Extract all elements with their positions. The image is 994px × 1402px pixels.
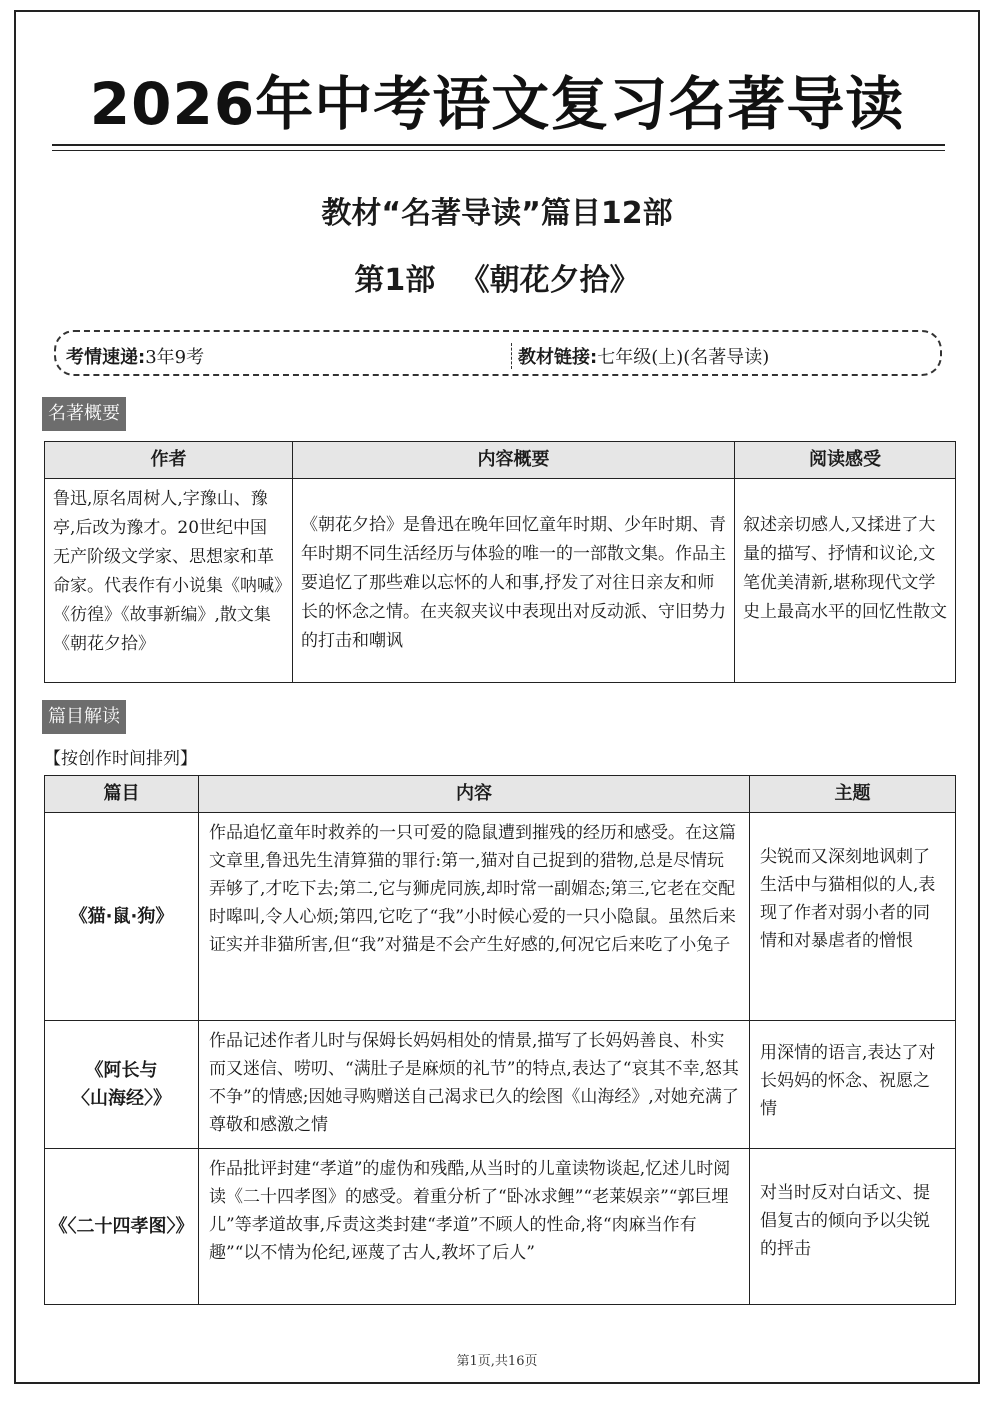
chapter-theme: 尖锐而又深刻地讽刺了生活中与猫相似的人,表现了作者对弱小者的同情和对暴虐者的憎恨: [750, 813, 956, 1021]
order-note: 【按创作时间排列】: [44, 749, 197, 769]
chapter-title-line: 《阿长与: [85, 1059, 158, 1081]
exam-frequency: [66, 343, 204, 369]
overview-row: [45, 479, 956, 683]
chapter-title-line: 《〈二十四孝图〉》: [49, 1215, 194, 1237]
info-bar: [54, 330, 942, 376]
chapter-content: 作品追忆童年时救养的一只可爱的隐鼠遭到摧残的经历和感受。在这篇文章里,鲁迅先生清算猫的罪行:第一,猫对自己捉到的猎物,总是尽情玩弄够了,才吃下去;第二,它与狮虎同族,却时常一副媚态;第三,它老在交配时嗥叫,令人心烦;第四,它吃了“我”小时候心爱的一只小隐鼠。虽然后来证实并非猫所害,但“我”对猫是不会产生好感的,何况它后来吃了小兔子: [199, 813, 750, 1021]
exam-frequency-label: 考情速递:: [66, 347, 146, 368]
textbook-link: [511, 343, 769, 369]
textbook-link-value: 七年级(上)(名著导读): [597, 347, 770, 368]
header-theme: 主题: [750, 776, 956, 813]
table-row: [45, 1149, 956, 1305]
textbook-link-label: 教材链接:: [518, 347, 598, 368]
summary-cell: 《朝花夕拾》是鲁迅在晚年回忆童年时期、少年时期、青年时期不同生活经历与体验的唯一的一部散文集。作品主要追忆了那些难以忘怀的人和事,抒发了对往日亲友和师长的怀念之情。在夹叙夹议中表现出对反动派、守旧势力的打击和嘲讽: [293, 479, 735, 683]
chapter-content: 作品记述作者儿时与保姆长妈妈相处的情景,描写了长妈妈善良、朴实而又迷信、唠叨、“满肚子是麻烦的礼节”的特点,表达了“哀其不幸,怒其不争”的情感;因她寻购赠送自己渴求已久的绘图《山海经》,对她充满了尊敬和感激之情: [199, 1021, 750, 1149]
main-title: 2026年中考语文复习名著导读: [89, 70, 905, 138]
table-row: [45, 1021, 956, 1149]
section-tag-overview: 名著概要: [42, 397, 126, 431]
author-cell: 鲁迅,原名周树人,字豫山、豫亭,后改为豫才。20世纪中国无产阶级文学家、思想家和革命家。代表作有小说集《呐喊》《彷徨》《故事新编》,散文集《朝花夕拾》: [45, 479, 293, 683]
section-tag-chapters: 篇目解读: [42, 700, 126, 734]
chapter-title-line: 《猫·鼠·狗》: [69, 905, 174, 927]
subtitle: 教材“名著导读”篇目12部: [321, 196, 673, 231]
title-rule-thin: [52, 150, 945, 151]
chapter-title: [45, 813, 199, 1021]
part-title: 第1部 《朝花夕拾》: [354, 263, 640, 298]
overview-table: [44, 441, 956, 683]
header-feeling: 阅读感受: [735, 442, 956, 479]
chapters-header-row: [45, 776, 956, 813]
header-chapter: 篇目: [45, 776, 199, 813]
overview-header-row: [45, 442, 956, 479]
chapter-content: 作品批评封建“孝道”的虚伪和残酷,从当时的儿童读物谈起,忆述儿时阅读《二十四孝图》的感受。着重分析了“卧冰求鲤”“老莱娱亲”“郭巨埋儿”等孝道故事,斥责这类封建“孝道”不顾人的性命,将“肉麻当作有趣”“以不情为伦纪,诬蔑了古人,教坏了后人”: [199, 1149, 750, 1305]
chapters-table: [44, 775, 956, 1305]
header-summary: 内容概要: [293, 442, 735, 479]
table-row: [45, 813, 956, 1021]
title-rule: [52, 144, 945, 146]
page-footer: 第1页,共16页: [456, 1354, 538, 1369]
header-author: 作者: [45, 442, 293, 479]
feeling-cell: 叙述亲切感人,又揉进了大量的描写、抒情和议论,文笔优美清新,堪称现代文学史上最高水平的回忆性散文: [735, 479, 956, 683]
header-content: 内容: [199, 776, 750, 813]
exam-frequency-value: 3年9考: [145, 347, 205, 368]
chapter-title: [45, 1149, 199, 1305]
chapter-theme: 对当时反对白话文、提倡复古的倾向予以尖锐的抨击: [750, 1149, 956, 1305]
chapter-title-line: 〈山海经〉》: [72, 1087, 171, 1109]
chapter-title: [45, 1021, 199, 1149]
chapter-theme: 用深情的语言,表达了对长妈妈的怀念、祝愿之情: [750, 1021, 956, 1149]
